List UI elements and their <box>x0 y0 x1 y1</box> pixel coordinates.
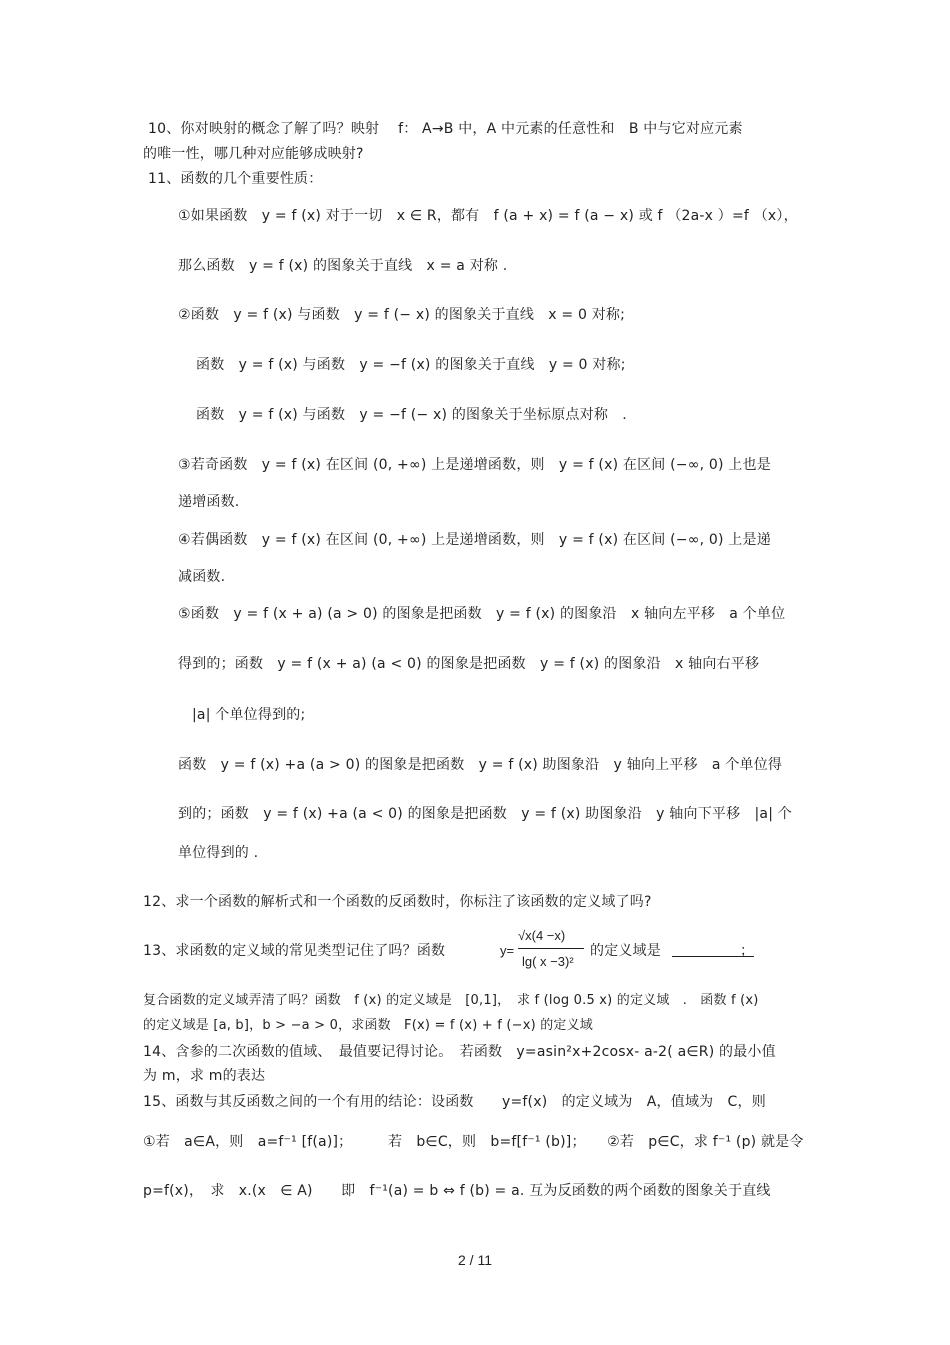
text-line: 12、求一个函数的解析式和一个函数的反函数时，你标注了该函数的定义域了吗? <box>143 894 652 910</box>
text-line: 的唯一性，哪几种对应能够成映射? <box>143 146 364 162</box>
text-line: ④若偶函数 y = f (x) 在区间 (0, +∞) 上是递增函数，则 y = f (x) 在区间 (−∞, 0) 上是递 <box>178 532 771 548</box>
text-line: 10、你对映射的概念了解了吗？映射 f： A→B 中，A 中元素的任意性和 B 中与它对应元素 <box>148 121 743 137</box>
text-line: 递增函数. <box>178 494 240 510</box>
formula-denominator: lg( x −3)² <box>522 954 574 969</box>
text-line: 函数 y = f (x) 与函数 y = −f (− x) 的图象关于坐标原点对称 . <box>196 407 627 423</box>
text-line: 函数 y = f (x) +a (a > 0) 的图象是把函数 y = f (x) 助图象沿 y 轴向上平移 a 个单位得 <box>178 757 783 773</box>
text-line: 复合函数的定义域弄清了吗？函数 f (x) 的定义域是 [0,1]， 求 f (log 0.5 x) 的定义域 . 函数 f (x) <box>143 993 759 1008</box>
text-line: |a| 个单位得到的; <box>192 707 306 723</box>
formula-lhs: y= <box>500 943 515 958</box>
text-line: 那么函数 y = f (x) 的图象关于直线 x = a 对称 . <box>178 258 508 274</box>
fraction-bar <box>518 948 584 949</box>
formula-numerator: √x(4 −x) <box>518 928 566 943</box>
text-line: 11、函数的几个重要性质： <box>148 171 323 187</box>
text-line: ⑤函数 y = f (x + a) (a > 0) 的图象是把函数 y = f (x) 的图象沿 x 轴向左平移 a 个单位 <box>178 606 786 622</box>
text-line: 15、函数与其反函数之间的一个有用的结论：设函数 y=f(x) 的定义域为 A，值域为 C，则 <box>143 1094 766 1110</box>
page-number: 2 / 11 <box>458 1252 492 1268</box>
text-line: ②函数 y = f (x) 与函数 y = f (− x) 的图象关于直线 x = 0 对称; <box>178 307 626 323</box>
formula-end: ； <box>740 943 755 959</box>
text-line: 为 m，求 m的表达 <box>143 1068 266 1084</box>
text-line: p=f(x)， 求 x.(x ∈ A) 即 f⁻¹(a) = b ⇔ f (b) = a. 互为反函数的两个函数的图象关于直线 <box>143 1183 771 1199</box>
answer-blank <box>672 942 754 960</box>
text-line: 函数 y = f (x) 与函数 y = −f (x) 的图象关于直线 y = 0 对称; <box>196 357 626 373</box>
text-line: ③若奇函数 y = f (x) 在区间 (0, +∞) 上是递增函数，则 y = f (x) 在区间 (−∞, 0) 上也是 <box>178 457 771 473</box>
text-line: 14、含参的二次函数的值域、 最值要记得讨论。 若函数 y=asin²x+2cosx- a-2( a∈R) 的最小值 <box>143 1044 776 1060</box>
text-line: 减函数. <box>178 569 226 585</box>
text-line: 得到的；函数 y = f (x + a) (a < 0) 的图象是把函数 y = f (x) 的图象沿 x 轴向右平移 <box>178 656 760 672</box>
text-line: ①若 a∈A，则 a=f⁻¹ [f(a)]； 若 b∈C，则 b=f[f⁻¹ (b)]； ②若 p∈C，求 f⁻¹ (p) 就是令 <box>143 1134 804 1150</box>
text-line: 单位得到的 . <box>178 845 259 861</box>
text-line: 的定义域是 [a, b]，b > −a > 0，求函数 F(x) = f (x) + f (−x) 的定义域 <box>143 1018 594 1033</box>
text-line: 到的；函数 y = f (x) +a (a < 0) 的图象是把函数 y = f (x) 助图象沿 y 轴向下平移 |a| 个 <box>178 806 792 822</box>
text-line: 的定义域是 <box>590 943 661 959</box>
text-line: ①如果函数 y = f (x) 对于一切 x ∈ R，都有 f (a + x) = f (a − x) 或 f （2a-x ）=f （x）， <box>178 208 798 224</box>
text-line: 13、求函数的定义域的常见类型记住了吗？函数 <box>143 943 446 959</box>
